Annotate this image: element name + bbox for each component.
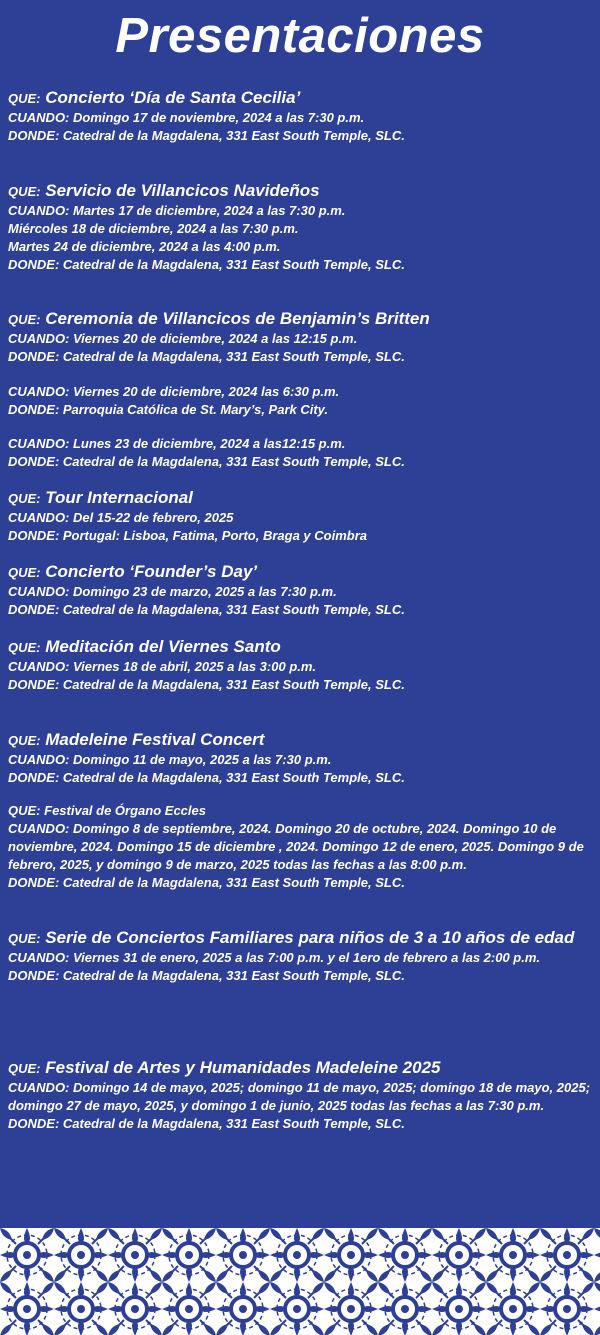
event-where: DONDE: Catedral de la Magdalena, 331 East South Temple, SLC. [8, 968, 405, 983]
event-title: Festival de Órgano Eccles [44, 803, 206, 818]
event-when: CUANDO: Domingo 17 de noviembre, 2024 a las 7:30 p.m. [8, 110, 365, 125]
event-title: Festival de Artes y Humanidades Madeleine 2025 [45, 1058, 441, 1077]
event-britten [8, 309, 598, 471]
event-where: DONDE: Catedral de la Magdalena, 331 East South Temple, SLC. [8, 875, 405, 890]
event-title: Concierto ‘Día de Santa Cecilia’ [45, 88, 301, 107]
event-que [8, 802, 598, 820]
que-label: QUE: [8, 931, 41, 946]
que-label: QUE: [8, 312, 41, 327]
que-label: QUE: [8, 640, 41, 655]
event-when: CUANDO: Viernes 20 de diciembre, 2024 a las 12:15 p.m. [8, 331, 358, 346]
event-where: DONDE: Catedral de la Magdalena, 331 East South Temple, SLC. [8, 770, 405, 785]
event-title: Ceremonia de Villancicos de Benjamin’s Britten [45, 309, 430, 328]
event-title: Madeleine Festival Concert [45, 730, 265, 749]
event-where: DONDE: Catedral de la Magdalena, 331 East South Temple, SLC. [8, 677, 405, 692]
event-que [8, 181, 598, 202]
event-title: Serie de Conciertos Familiares para niños de 3 a 10 años de edad [45, 928, 575, 947]
que-label: QUE: [8, 565, 41, 580]
que-label: QUE: [8, 1061, 41, 1076]
que-label: QUE: [8, 803, 41, 818]
event-where: DONDE: Catedral de la Magdalena, 331 East South Temple, SLC. [8, 257, 405, 272]
event-when: CUANDO: Martes 17 de diciembre, 2024 a las 7:30 p.m. [8, 203, 346, 218]
event-when: CUANDO: Del 15-22 de febrero, 2025 [8, 510, 234, 525]
event-title: Concierto ‘Founder’s Day’ [45, 562, 258, 581]
event-when: CUANDO: Domingo 8 de septiembre, 2024. Domingo 20 de octubre, 2024. Domingo 10 de noviembre, 2024. Domingo 15 de diciembre , 2024. Domingo 12 de enero, 2025. Domingo 9 de febrero, 2025, y domingo 9 de marzo, 2025 todas las fechas a las 8:00 p.m. [8, 821, 584, 872]
event-madeleine-festival [8, 730, 598, 787]
event-where: DONDE: Catedral de la Magdalena, 331 East South Temple, SLC. [8, 1116, 405, 1131]
event-when: CUANDO: Viernes 20 de diciembre, 2024 las 6:30 p.m. [8, 384, 340, 399]
event-where: DONDE: Catedral de la Magdalena, 331 East South Temple, SLC. [8, 454, 405, 469]
event-founders-day [8, 562, 598, 619]
que-label: QUE: [8, 491, 41, 506]
event-when: CUANDO: Viernes 31 de enero, 2025 a las 7:00 p.m. y el 1ero de febrero a las 2:00 p.m. [8, 950, 541, 965]
event-artes-humanidades [8, 1058, 598, 1133]
event-when: CUANDO: Lunes 23 de diciembre, 2024 a las12:15 p.m. [8, 436, 346, 451]
event-where: DONDE: Catedral de la Magdalena, 331 East South Temple, SLC. [8, 128, 405, 143]
event-title: Tour Internacional [45, 488, 193, 507]
event-conciertos-familiares [8, 928, 598, 985]
event-que [8, 928, 598, 949]
azulejo-tile-pattern [0, 1228, 600, 1335]
event-que [8, 488, 598, 509]
que-label: QUE: [8, 184, 41, 199]
event-when: CUANDO: Domingo 23 de marzo, 2025 a las 7:30 p.m. [8, 584, 337, 599]
event-que [8, 637, 598, 658]
event-que [8, 730, 598, 751]
event-when: CUANDO: Domingo 14 de mayo, 2025; domingo 11 de mayo, 2025; domingo 18 de mayo, 2025; domingo 27 de mayo, 2025, y domingo 1 de junio, 2025 todas las fechas a las 7:30 p.m. [8, 1080, 591, 1113]
event-where: DONDE: Catedral de la Magdalena, 331 East South Temple, SLC. [8, 349, 405, 364]
event-when-extra: Miércoles 18 de diciembre, 2024 a las 7:30 p.m. [8, 221, 299, 236]
que-label: QUE: [8, 733, 41, 748]
event-viernes-santo [8, 637, 598, 694]
event-que [8, 562, 598, 583]
event-que [8, 88, 598, 109]
event-where: DONDE: Parroquia Católica de St. Mary’s, Park City. [8, 402, 329, 417]
event-tour [8, 488, 598, 545]
event-when: CUANDO: Domingo 11 de mayo, 2025 a las 7:30 p.m. [8, 752, 332, 767]
event-title: Servicio de Villancicos Navideños [45, 181, 320, 200]
que-label: QUE: [8, 91, 41, 106]
event-where: DONDE: Portugal: Lisboa, Fatima, Porto, Braga y Coimbra [8, 528, 367, 543]
page-title: Presentaciones [115, 9, 485, 63]
event-when: CUANDO: Viernes 18 de abril, 2025 a las 3:00 p.m. [8, 659, 317, 674]
event-que [8, 309, 598, 330]
event-when-extra: Martes 24 de diciembre, 2024 a las 4:00 p.m. [8, 239, 281, 254]
event-title: Meditación del Viernes Santo [45, 637, 281, 656]
event-organo-eccles [8, 802, 598, 892]
event-que [8, 1058, 598, 1079]
event-santa-cecilia [8, 88, 598, 145]
event-villancicos [8, 181, 598, 274]
event-where: DONDE: Catedral de la Magdalena, 331 East South Temple, SLC. [8, 602, 405, 617]
